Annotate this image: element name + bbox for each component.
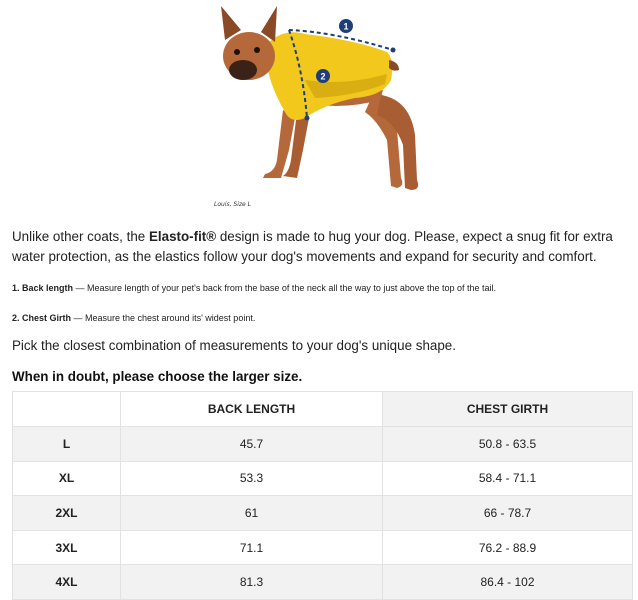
back-length-cell: 81.3 (121, 565, 383, 600)
chest-girth-cell: 50.8 - 63.5 (383, 427, 633, 462)
note-back-length: 1. Back length — Measure length of your pet's back from the base of the neck all the way to just above the top of the tail. (12, 283, 496, 293)
figure-caption: Louis, Size L (214, 201, 251, 208)
header-chest-girth: CHEST GIRTH (383, 392, 633, 427)
back-length-cell: 71.1 (121, 530, 383, 565)
table-row (13, 530, 633, 565)
table-row (13, 565, 633, 600)
doubt-instruction: When in doubt, please choose the larger size. (12, 369, 303, 384)
dog-tail (389, 60, 399, 71)
back-length-cell: 45.7 (121, 427, 383, 462)
dog-eye-right (254, 47, 260, 53)
chest-girth-cell: 58.4 - 71.1 (383, 461, 633, 496)
chest-girth-cell: 86.4 - 102 (383, 565, 633, 600)
table-header-row (13, 392, 633, 427)
dog-eye-left (234, 49, 240, 55)
svg-text:2: 2 (320, 71, 326, 82)
size-cell: 4XL (13, 565, 121, 600)
chest-girth-cell: 66 - 78.7 (383, 496, 633, 531)
table-row (13, 461, 633, 496)
pick-instruction: Pick the closest combination of measurements to your dog's unique shape. (12, 338, 456, 353)
table-row (13, 496, 633, 531)
size-chart-table (12, 391, 633, 600)
chest-girth-cell: 76.2 - 88.9 (383, 530, 633, 565)
header-size (13, 392, 121, 427)
size-cell: L (13, 427, 121, 462)
svg-text:1: 1 (343, 21, 349, 32)
size-cell: 2XL (13, 496, 121, 531)
note-chest-girth: 2. Chest Girth — Measure the chest around its' widest point. (12, 313, 256, 323)
header-back-length: BACK LENGTH (121, 392, 383, 427)
back-length-cell: 61 (121, 496, 383, 531)
dog-measurement-illustration (205, 0, 435, 212)
marker-2 (316, 69, 330, 83)
marker-1 (339, 19, 353, 33)
back-length-cell: 53.3 (121, 461, 383, 496)
intro-paragraph: Unlike other coats, the Elasto-fit® design is made to hug your dog. Please, expect a snug fit for extra water protection, as the elastics follow your dog's movements and expand for security and comfort. (12, 229, 613, 264)
dog-muzzle (229, 60, 257, 80)
brand-name: Elasto-fit® (148, 229, 217, 244)
size-cell: 3XL (13, 530, 121, 565)
size-cell: XL (13, 461, 121, 496)
table-row (13, 427, 633, 462)
